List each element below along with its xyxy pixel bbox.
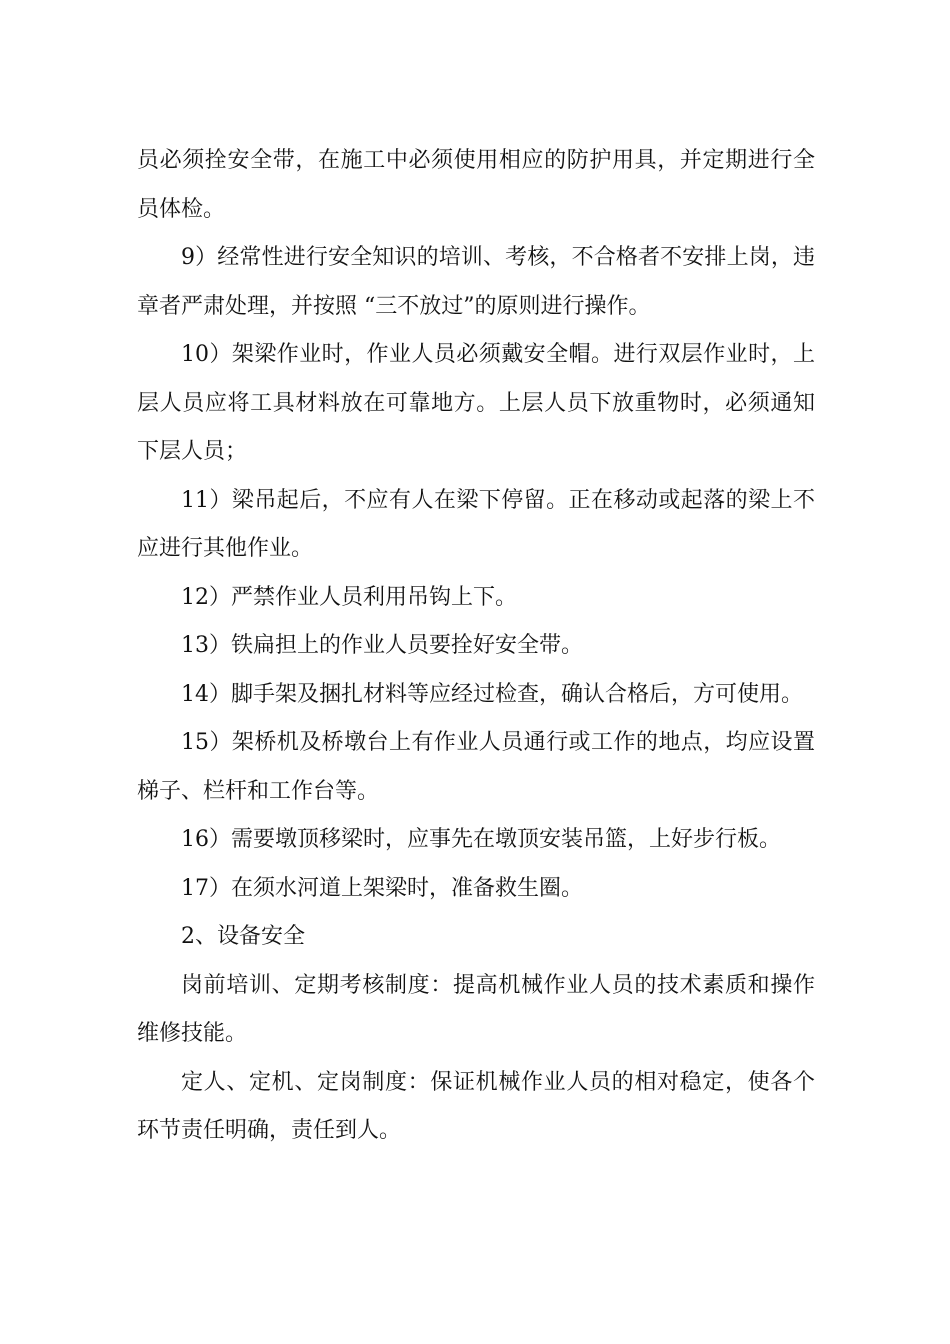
paragraph-item-14: 14）脚手架及捆扎材料等应经过检查，确认合格后，方可使用。 [181, 681, 803, 707]
paragraph-item-10: 10）架梁作业时，作业人员必须戴安全帽。进行双层作业时，上层人员应将工具材料放在可靠地方。上层人员下放重物时，必须通知下层人员； [137, 342, 815, 464]
paragraph-item-9: 9）经常性进行安全知识的培训、考核，不合格者不安排上岗，违章者严肃处理，并按照 “三不放过”的原则进行操作。 [137, 245, 815, 319]
paragraph-item-16: 16）需要墩顶移梁时，应事先在墩顶安装吊篮，上好步行板。 [181, 827, 781, 852]
paragraph-item-17: 17）在须水河道上架梁时，准备救生圈。 [181, 875, 583, 901]
paragraph-item-12: 12）严禁作业人员利用吊钩上下。 [181, 584, 517, 610]
document-body [137, 137, 815, 1156]
paragraph-item-15: 15）架桥机及桥墩台上有作业人员通行或工作的地点，均应设置梯子、栏杆和工作台等。 [137, 730, 815, 804]
paragraph-item-13: 13）铁扁担上的作业人员要拴好安全带。 [181, 633, 583, 658]
paragraph-training-policy: 岗前培训、定期考核制度：提高机械作业人员的技术素质和操作维修技能。 [137, 972, 815, 1046]
paragraph-fixed-post-policy: 定人、定机、定岗制度：保证机械作业人员的相对稳定，使各个环节责任明确，责任到人。 [137, 1069, 815, 1143]
paragraph-continuation: 员必须拴安全带，在施工中必须使用相应的防护用具，并定期进行全员体检。 [137, 148, 815, 222]
section-heading-equipment-safety: 2、设备安全 [181, 924, 305, 949]
paragraph-item-11: 11）梁吊起后，不应有人在梁下停留。正在移动或起落的梁上不应进行其他作业。 [137, 487, 815, 561]
